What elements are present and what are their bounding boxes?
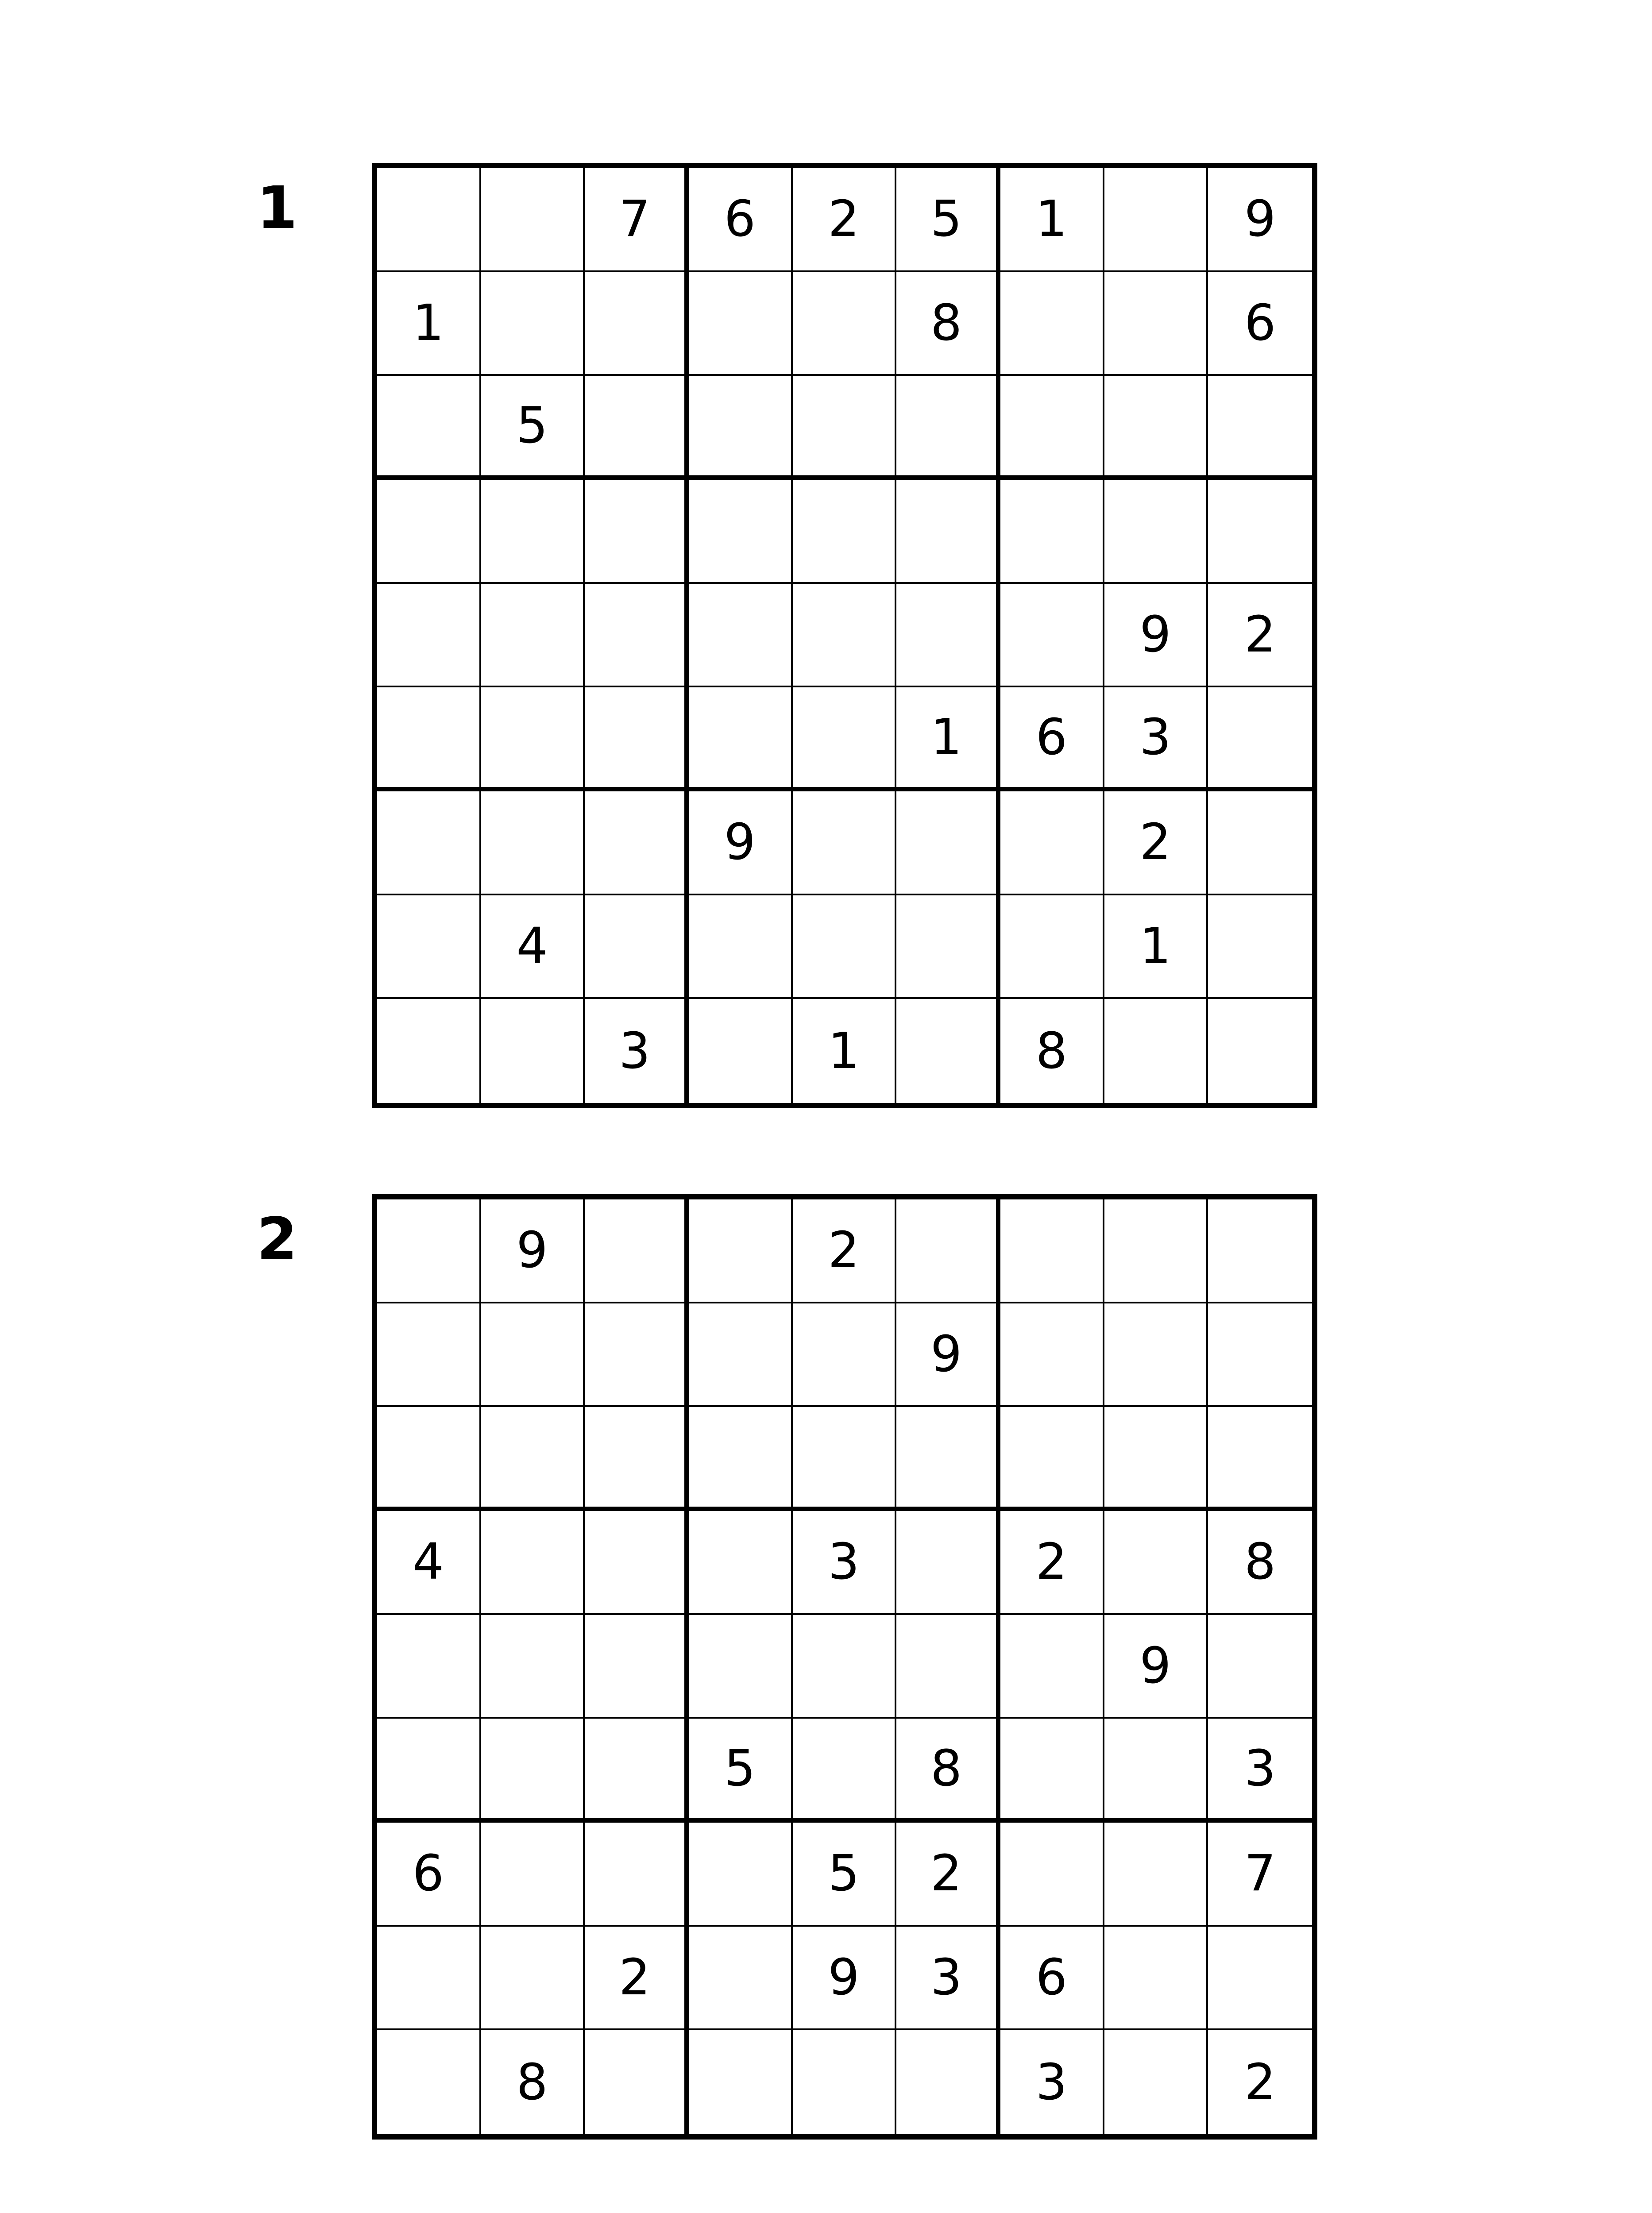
sudoku-cell-r2-c2[interactable] bbox=[481, 272, 585, 376]
sudoku-cell-r7-c7[interactable] bbox=[1000, 1823, 1104, 1927]
sudoku-cell-r7-c5[interactable]: 5 bbox=[793, 1823, 897, 1927]
sudoku-cell-r2-c8[interactable] bbox=[1104, 272, 1208, 376]
sudoku-cell-r1-c2[interactable]: 9 bbox=[481, 1199, 585, 1303]
sudoku-cell-r3-c3[interactable] bbox=[585, 376, 689, 480]
sudoku-cell-r9-c2[interactable] bbox=[481, 999, 585, 1103]
sudoku-cell-r2-c9[interactable]: 6 bbox=[1208, 272, 1312, 376]
sudoku-cell-r1-c9[interactable] bbox=[1208, 1199, 1312, 1303]
sudoku-cell-r5-c1[interactable] bbox=[377, 584, 481, 688]
sudoku-cell-r8-c1[interactable] bbox=[377, 1927, 481, 2031]
sudoku-cell-r5-c2[interactable] bbox=[481, 584, 585, 688]
sudoku-cell-r4-c9[interactable]: 8 bbox=[1208, 1511, 1312, 1615]
sudoku-cell-r5-c5[interactable] bbox=[793, 1615, 897, 1719]
sudoku-cell-r2-c7[interactable] bbox=[1000, 1303, 1104, 1407]
sudoku-cell-r8-c9[interactable] bbox=[1208, 895, 1312, 999]
sudoku-cell-r7-c8[interactable] bbox=[1104, 1823, 1208, 1927]
sudoku-cell-r4-c5[interactable]: 3 bbox=[793, 1511, 897, 1615]
sudoku-cell-r3-c6[interactable] bbox=[896, 1407, 1000, 1511]
sudoku-cell-r2-c2[interactable] bbox=[481, 1303, 585, 1407]
sudoku-cell-r3-c7[interactable] bbox=[1000, 1407, 1104, 1511]
sudoku-cell-r5-c8[interactable]: 9 bbox=[1104, 1615, 1208, 1719]
sudoku-cell-r3-c5[interactable] bbox=[793, 376, 897, 480]
sudoku-cell-r4-c1[interactable]: 4 bbox=[377, 1511, 481, 1615]
sudoku-cell-r1-c4[interactable]: 6 bbox=[689, 168, 793, 272]
sudoku-cell-r1-c8[interactable] bbox=[1104, 168, 1208, 272]
sudoku-cell-r7-c1[interactable]: 6 bbox=[377, 1823, 481, 1927]
sudoku-cell-r9-c4[interactable] bbox=[689, 999, 793, 1103]
sudoku-cell-r7-c2[interactable] bbox=[481, 1823, 585, 1927]
sudoku-cell-r6-c7[interactable] bbox=[1000, 1719, 1104, 1823]
sudoku-cell-r2-c3[interactable] bbox=[585, 1303, 689, 1407]
sudoku-cell-r6-c1[interactable] bbox=[377, 687, 481, 791]
sudoku-cell-r6-c5[interactable] bbox=[793, 687, 897, 791]
sudoku-cell-r8-c6[interactable]: 3 bbox=[896, 1927, 1000, 2031]
sudoku-cell-r8-c5[interactable] bbox=[793, 895, 897, 999]
sudoku-cell-r6-c8[interactable] bbox=[1104, 1719, 1208, 1823]
sudoku-cell-r8-c7[interactable]: 6 bbox=[1000, 1927, 1104, 2031]
sudoku-cell-r6-c6[interactable]: 8 bbox=[896, 1719, 1000, 1823]
sudoku-cell-r9-c7[interactable]: 3 bbox=[1000, 2030, 1104, 2134]
sudoku-cell-r4-c8[interactable] bbox=[1104, 480, 1208, 584]
sudoku-cell-r9-c1[interactable] bbox=[377, 999, 481, 1103]
sudoku-cell-r7-c6[interactable]: 2 bbox=[896, 1823, 1000, 1927]
sudoku-cell-r4-c3[interactable] bbox=[585, 480, 689, 584]
sudoku-cell-r4-c5[interactable] bbox=[793, 480, 897, 584]
sudoku-cell-r1-c6[interactable] bbox=[896, 1199, 1000, 1303]
sudoku-cell-r3-c4[interactable] bbox=[689, 1407, 793, 1511]
sudoku-cell-r7-c3[interactable] bbox=[585, 791, 689, 895]
sudoku-cell-r8-c1[interactable] bbox=[377, 895, 481, 999]
sudoku-cell-r6-c2[interactable] bbox=[481, 687, 585, 791]
sudoku-cell-r2-c8[interactable] bbox=[1104, 1303, 1208, 1407]
sudoku-cell-r3-c2[interactable] bbox=[481, 1407, 585, 1511]
sudoku-cell-r3-c8[interactable] bbox=[1104, 376, 1208, 480]
sudoku-cell-r3-c7[interactable] bbox=[1000, 376, 1104, 480]
sudoku-cell-r3-c2[interactable]: 5 bbox=[481, 376, 585, 480]
sudoku-cell-r1-c2[interactable] bbox=[481, 168, 585, 272]
sudoku-cell-r2-c5[interactable] bbox=[793, 272, 897, 376]
sudoku-cell-r4-c4[interactable] bbox=[689, 1511, 793, 1615]
sudoku-cell-r8-c2[interactable] bbox=[481, 1927, 585, 2031]
sudoku-cell-r1-c3[interactable] bbox=[585, 1199, 689, 1303]
sudoku-cell-r6-c6[interactable]: 1 bbox=[896, 687, 1000, 791]
sudoku-cell-r5-c4[interactable] bbox=[689, 584, 793, 688]
sudoku-cell-r7-c3[interactable] bbox=[585, 1823, 689, 1927]
sudoku-cell-r8-c8[interactable] bbox=[1104, 1927, 1208, 2031]
sudoku-cell-r2-c3[interactable] bbox=[585, 272, 689, 376]
sudoku-cell-r6-c4[interactable]: 5 bbox=[689, 1719, 793, 1823]
sudoku-cell-r5-c1[interactable] bbox=[377, 1615, 481, 1719]
sudoku-cell-r5-c7[interactable] bbox=[1000, 584, 1104, 688]
sudoku-cell-r9-c3[interactable]: 3 bbox=[585, 999, 689, 1103]
sudoku-cell-r8-c9[interactable] bbox=[1208, 1927, 1312, 2031]
sudoku-cell-r1-c1[interactable] bbox=[377, 168, 481, 272]
sudoku-cell-r7-c9[interactable] bbox=[1208, 791, 1312, 895]
sudoku-cell-r7-c5[interactable] bbox=[793, 791, 897, 895]
sudoku-cell-r7-c7[interactable] bbox=[1000, 791, 1104, 895]
sudoku-cell-r1-c7[interactable]: 1 bbox=[1000, 168, 1104, 272]
sudoku-cell-r1-c3[interactable]: 7 bbox=[585, 168, 689, 272]
sudoku-cell-r9-c8[interactable] bbox=[1104, 2030, 1208, 2134]
sudoku-cell-r3-c3[interactable] bbox=[585, 1407, 689, 1511]
sudoku-cell-r3-c1[interactable] bbox=[377, 376, 481, 480]
sudoku-cell-r3-c1[interactable] bbox=[377, 1407, 481, 1511]
sudoku-cell-r9-c4[interactable] bbox=[689, 2030, 793, 2134]
puzzle-number-2: 2 bbox=[257, 1205, 297, 1273]
sudoku-cell-r9-c9[interactable]: 2 bbox=[1244, 2053, 1276, 2111]
sudoku-cell-r7-c9[interactable]: 7 bbox=[1208, 1823, 1312, 1927]
sudoku-cell-r4-c2[interactable] bbox=[481, 480, 585, 584]
sudoku-cell-r5-c6[interactable] bbox=[896, 1615, 1000, 1719]
sudoku-cell-r2-c6[interactable]: 9 bbox=[896, 1303, 1000, 1407]
sudoku-cell-r9-c6[interactable] bbox=[896, 999, 1000, 1103]
sudoku-cell-r4-c6[interactable] bbox=[896, 480, 1000, 584]
sudoku-cell-r6-c1[interactable] bbox=[377, 1719, 481, 1823]
sudoku-board-1 bbox=[372, 163, 1317, 1108]
sudoku-cell-r6-c5[interactable] bbox=[793, 1719, 897, 1823]
sudoku-cell-r2-c4[interactable] bbox=[689, 272, 793, 376]
sudoku-cell-r9-c2[interactable]: 8 bbox=[481, 2030, 585, 2134]
sudoku-cell-r4-c1[interactable] bbox=[377, 480, 481, 584]
sudoku-cell-r6-c8[interactable]: 3 bbox=[1104, 687, 1208, 791]
sudoku-cell-r8-c7[interactable] bbox=[1000, 895, 1104, 999]
sudoku-cell-r8-c4[interactable] bbox=[689, 1927, 793, 2031]
sudoku-cell-r1-c9[interactable]: 9 bbox=[1208, 168, 1312, 272]
sudoku-cell-r2-c6[interactable]: 8 bbox=[896, 272, 1000, 376]
sudoku-cell-r4-c6[interactable] bbox=[896, 1511, 1000, 1615]
sudoku-cell-r2-c4[interactable] bbox=[689, 1303, 793, 1407]
sudoku-cell-r7-c4[interactable] bbox=[689, 1823, 793, 1927]
sudoku-cell-r9-c6[interactable] bbox=[896, 2030, 1000, 2134]
sudoku-cell-r9-c5[interactable] bbox=[793, 2030, 897, 2134]
sudoku-cell-r1-c8[interactable] bbox=[1104, 1199, 1208, 1303]
sudoku-cell-r8-c2[interactable]: 4 bbox=[481, 895, 585, 999]
sudoku-cell-r3-c5[interactable] bbox=[793, 1407, 897, 1511]
sudoku-cell-r6-c3[interactable] bbox=[585, 687, 689, 791]
sudoku-cell-r2-c5[interactable] bbox=[793, 1303, 897, 1407]
sudoku-cell-r3-c9[interactable] bbox=[1208, 1407, 1312, 1511]
sudoku-cell-r4-c8[interactable] bbox=[1104, 1511, 1208, 1615]
sudoku-cell-r9-c5[interactable]: 1 bbox=[793, 999, 897, 1103]
sudoku-cell-r3-c6[interactable] bbox=[896, 376, 1000, 480]
sudoku-cell-r4-c3[interactable] bbox=[585, 1511, 689, 1615]
sudoku-cell-r6-c2[interactable] bbox=[481, 1719, 585, 1823]
sudoku-cell-r1-c7[interactable] bbox=[1000, 1199, 1104, 1303]
sudoku-cell-r7-c8[interactable]: 2 bbox=[1104, 791, 1208, 895]
sudoku-cell-r5-c7[interactable] bbox=[1000, 1615, 1104, 1719]
sudoku-cell-r8-c6[interactable] bbox=[896, 895, 1000, 999]
sudoku-cell-r5-c9[interactable]: 2 bbox=[1208, 584, 1312, 688]
sudoku-cell-r3-c8[interactable] bbox=[1104, 1407, 1208, 1511]
sudoku-cell-r2-c7[interactable] bbox=[1000, 272, 1104, 376]
sudoku-cell-r4-c2[interactable] bbox=[481, 1511, 585, 1615]
sudoku-cell-r2-c1[interactable]: 1 bbox=[377, 272, 481, 376]
sudoku-cell-r8-c8[interactable]: 1 bbox=[1104, 895, 1208, 999]
sudoku-board-2 bbox=[372, 1194, 1317, 2140]
sudoku-cell-r1-c6[interactable]: 5 bbox=[896, 168, 1000, 272]
sudoku-cell-r5-c3[interactable] bbox=[585, 584, 689, 688]
sudoku-cell-r7-c4[interactable]: 9 bbox=[689, 791, 793, 895]
sudoku-cell-r1-c5[interactable]: 2 bbox=[793, 1199, 897, 1303]
sudoku-cell-r4-c7[interactable] bbox=[1000, 480, 1104, 584]
sudoku-cell-r6-c9[interactable]: 3 bbox=[1208, 1719, 1312, 1823]
sudoku-cell-r7-c2[interactable] bbox=[481, 791, 585, 895]
sudoku-cell-r7-c1[interactable] bbox=[377, 791, 481, 895]
sudoku-cell-r4-c4[interactable] bbox=[689, 480, 793, 584]
sudoku-cell-r5-c4[interactable] bbox=[689, 1615, 793, 1719]
sudoku-cell-r6-c3[interactable] bbox=[585, 1719, 689, 1823]
sudoku-cell-r8-c3[interactable]: 2 bbox=[585, 1927, 689, 2031]
sudoku-cell-r7-c6[interactable] bbox=[896, 791, 1000, 895]
sudoku-cell-r5-c5[interactable] bbox=[793, 584, 897, 688]
sudoku-cell-r3-c4[interactable] bbox=[689, 376, 793, 480]
sudoku-cell-r5-c6[interactable] bbox=[896, 584, 1000, 688]
sudoku-cell-r1-c4[interactable] bbox=[689, 1199, 793, 1303]
sudoku-cell-r8-c5[interactable]: 9 bbox=[793, 1927, 897, 2031]
puzzle-number-1: 1 bbox=[257, 174, 297, 242]
sudoku-cell-r5-c3[interactable] bbox=[585, 1615, 689, 1719]
sudoku-cell-r1-c1[interactable] bbox=[377, 1199, 481, 1303]
sudoku-cell-r5-c2[interactable] bbox=[481, 1615, 585, 1719]
sudoku-cell-r3-c9[interactable] bbox=[1208, 376, 1312, 480]
sudoku-cell-r1-c5[interactable]: 2 bbox=[793, 168, 897, 272]
sudoku-cell-r8-c3[interactable] bbox=[585, 895, 689, 999]
sudoku-cell-r9-c9[interactable] bbox=[1208, 999, 1312, 1103]
sudoku-cell-r5-c8[interactable]: 9 bbox=[1104, 584, 1208, 688]
sudoku-cell-r5-c9[interactable] bbox=[1208, 1615, 1312, 1719]
sudoku-cell-r9-c1[interactable] bbox=[377, 2030, 481, 2134]
sudoku-cell-r9-c8[interactable] bbox=[1104, 999, 1208, 1103]
sudoku-cell-r8-c4[interactable] bbox=[689, 895, 793, 999]
sudoku-cell-r6-c7[interactable]: 6 bbox=[1000, 687, 1104, 791]
sudoku-cell-r6-c4[interactable] bbox=[689, 687, 793, 791]
sudoku-cell-r2-c1[interactable] bbox=[377, 1303, 481, 1407]
sudoku-cell-r4-c9[interactable] bbox=[1208, 480, 1312, 584]
sudoku-cell-r9-c3[interactable] bbox=[585, 2030, 689, 2134]
sudoku-cell-r9-c7[interactable]: 8 bbox=[1000, 999, 1104, 1103]
sudoku-cell-r4-c7[interactable]: 2 bbox=[1000, 1511, 1104, 1615]
sudoku-cell-r2-c9[interactable] bbox=[1208, 1303, 1312, 1407]
sudoku-cell-r6-c9[interactable] bbox=[1208, 687, 1312, 791]
